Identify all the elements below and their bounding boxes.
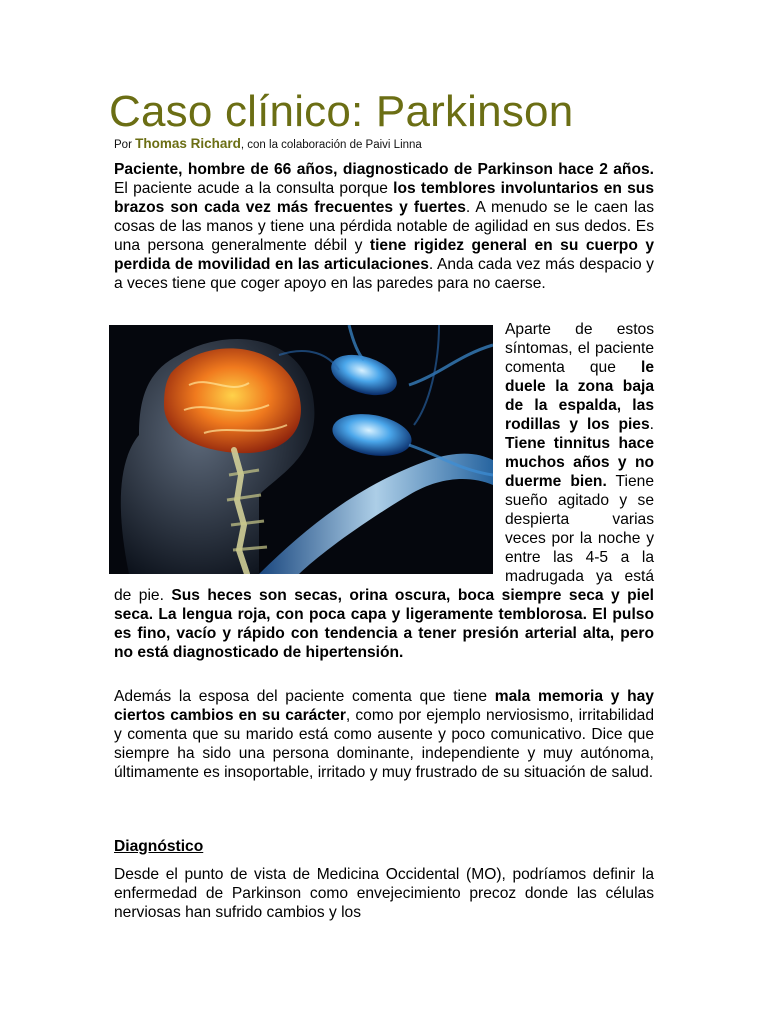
- text-bold: le duele la zona baja de la espalda, las rodillas y los pies: [505, 359, 654, 433]
- byline-prefix: Por: [114, 139, 132, 151]
- text-bold: mala memoria y hay ciertos cambios en su carácter: [114, 688, 654, 724]
- text-run: .: [649, 416, 654, 433]
- text-run: El paciente acude a la consulta porque: [114, 180, 394, 197]
- text-run: Aparte de estos síntomas, el paciente comenta que: [505, 321, 654, 376]
- byline-author: Thomas Richard: [135, 136, 241, 151]
- text-run: . A menudo se le caen las cosas de las manos y tiene una pérdida notable de agilidad en sus dedos. Es una persona generalmente débil y: [114, 199, 654, 254]
- text-run: Además la esposa del paciente comenta que tiene: [114, 688, 495, 705]
- byline-suffix: , con la colaboración de Paivi Linna: [240, 139, 422, 151]
- text-bold: tiene rigidez general en su cuerpo y perdida de movilidad en las articulaciones: [114, 237, 654, 273]
- paragraph-patient-intro: [114, 160, 654, 293]
- text-bold: los temblores involuntarios en sus brazos son cada vez más frecuentes y fuertes: [114, 180, 654, 216]
- brain-neuron-image: [109, 325, 493, 574]
- section-heading-diagnostico: Diagnóstico: [114, 838, 204, 855]
- symptoms-block: [114, 320, 654, 662]
- paragraph-wife-comments: [114, 687, 654, 782]
- paragraph-diagnosis: Desde el punto de vista de Medicina Occidental (MO), podríamos definir la enfermedad de Parkinson como envejecimiento precoz donde las células nerviosas han sufrido cambios y los: [114, 866, 654, 921]
- brain-neuron-illustration: [109, 325, 493, 574]
- text-bold: Tiene tinnitus hace muchos años y no duerme bien.: [505, 435, 654, 490]
- text-bold: Sus heces son secas, orina oscura, boca siempre seca y piel seca. La lengua roja, con poca capa y ligeramente temblorosa. El pulso es fino, vacío y rápido con tendencia a tener presión arterial alta, pero no está diagnosticado de hipertensión.: [114, 587, 654, 661]
- byline: [114, 136, 422, 153]
- text-run: . Anda cada vez más despacio y a veces tiene que coger apoyo en las paredes para no caerse.: [114, 256, 654, 292]
- text-bold: Paciente, hombre de 66 años, diagnosticado de Parkinson hace 2 años.: [114, 161, 654, 178]
- text-run: Tiene sueño agitado y se despierta varias veces por la noche y entre las 4-5 a la madrugada ya está de pie.: [114, 473, 654, 604]
- text-run: , como por ejemplo nerviosismo, irritabilidad y comenta que su marido está como ausente y poco comunicativo. Dice que siempre ha sido una persona dominante, independiente y muy autónoma, últimamente es insoportable, irritado y muy frustrado de su situación de salud.: [114, 707, 654, 781]
- document-title: Caso clínico: Parkinson: [109, 87, 574, 136]
